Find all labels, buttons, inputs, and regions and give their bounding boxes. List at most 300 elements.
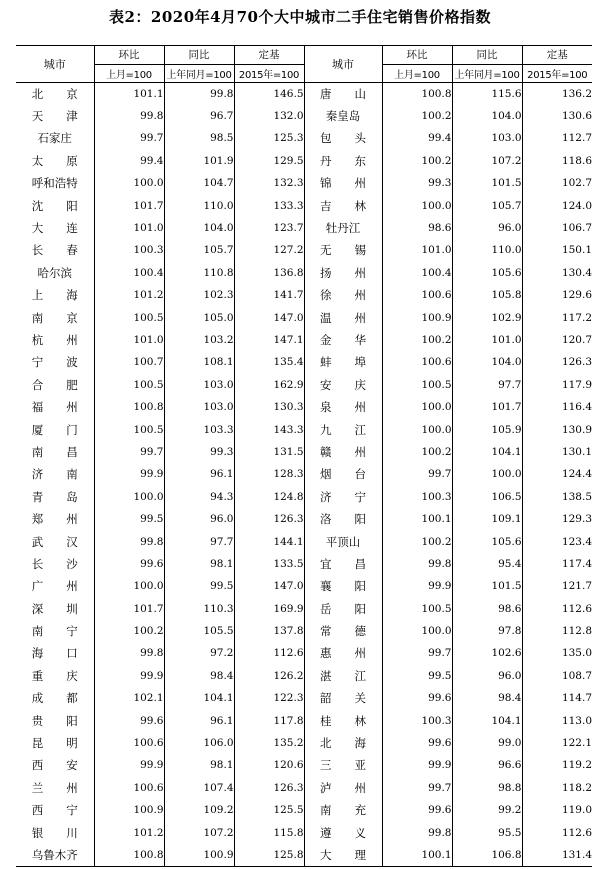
base-index-cell: 127.2	[234, 239, 304, 261]
base-index-cell: 144.1	[234, 530, 304, 552]
city-name-cell: 太 原	[31, 153, 78, 168]
yoy-index-cell: 97.2	[164, 642, 234, 664]
mom-index-cell: 101.2	[94, 284, 164, 306]
base-index-cell: 132.0	[234, 105, 304, 127]
mom-index-cell: 100.8	[382, 83, 452, 105]
city-name-cell: 北 京	[31, 86, 78, 101]
header-yoy-sub-right: 上年同月=100	[452, 64, 522, 83]
table-row	[16, 687, 592, 709]
city-name-cell: 福 州	[31, 400, 78, 415]
mom-index-cell: 100.4	[382, 262, 452, 284]
base-index-cell: 133.5	[234, 553, 304, 575]
yoy-index-cell: 98.8	[452, 777, 522, 799]
table-row	[16, 172, 592, 194]
mom-index-cell: 99.7	[382, 463, 452, 485]
yoy-index-cell: 103.0	[164, 374, 234, 396]
city-name-cell: 温 州	[304, 306, 382, 328]
mom-index-cell: 101.7	[94, 597, 164, 619]
base-index-cell: 136.8	[234, 262, 304, 284]
table-row	[16, 463, 592, 485]
base-index-cell: 126.3	[234, 777, 304, 799]
mom-index-cell: 99.6	[94, 709, 164, 731]
base-index-cell: 120.6	[234, 754, 304, 776]
city-name-cell: 南 充	[304, 799, 382, 821]
city-name-cell: 武 汉	[31, 534, 78, 549]
mom-index-cell: 99.7	[94, 441, 164, 463]
table-row	[16, 127, 592, 149]
yoy-index-cell: 107.4	[164, 777, 234, 799]
table-row	[16, 194, 592, 216]
yoy-index-cell: 101.5	[452, 172, 522, 194]
city-name-cell: 常 德	[304, 620, 382, 642]
yoy-index-cell: 94.3	[164, 486, 234, 508]
table-row	[16, 553, 592, 575]
mom-index-cell: 100.0	[94, 575, 164, 597]
mom-index-cell: 99.9	[94, 463, 164, 485]
mom-index-cell: 102.1	[94, 687, 164, 709]
mom-index-cell: 100.0	[382, 396, 452, 418]
table-row	[16, 284, 592, 306]
city-name-cell: 呼和浩特	[31, 176, 78, 191]
city-name-cell: 徐 州	[304, 284, 382, 306]
mom-index-cell: 100.0	[382, 194, 452, 216]
city-name-cell: 北 海	[304, 732, 382, 754]
table-row	[16, 709, 592, 731]
yoy-index-cell: 109.2	[164, 799, 234, 821]
yoy-index-cell: 108.1	[164, 351, 234, 373]
header-base-sub-right: 2015年=100	[522, 64, 592, 83]
city-name-cell: 泉 州	[304, 396, 382, 418]
mom-index-cell: 100.5	[382, 374, 452, 396]
table-row	[16, 799, 592, 821]
city-name-cell: 宜 昌	[304, 553, 382, 575]
yoy-index-cell: 107.2	[164, 821, 234, 843]
mom-index-cell: 99.6	[382, 687, 452, 709]
mom-index-cell: 100.8	[94, 844, 164, 866]
yoy-index-cell: 101.0	[452, 329, 522, 351]
city-name-cell: 桂 林	[304, 709, 382, 731]
yoy-index-cell: 96.6	[452, 754, 522, 776]
yoy-index-cell: 99.8	[164, 83, 234, 105]
city-name-cell: 乌鲁木齐	[16, 844, 94, 866]
yoy-index-cell: 101.9	[164, 150, 234, 172]
yoy-index-cell: 103.0	[452, 127, 522, 149]
city-name-cell: 韶 关	[304, 687, 382, 709]
table-row	[16, 351, 592, 373]
city-name-cell: 惠 州	[304, 642, 382, 664]
base-index-cell: 135.2	[234, 732, 304, 754]
base-index-cell: 128.3	[234, 463, 304, 485]
base-index-cell: 132.3	[234, 172, 304, 194]
yoy-index-cell: 106.0	[164, 732, 234, 754]
yoy-index-cell: 105.0	[164, 306, 234, 328]
mom-index-cell: 99.6	[94, 553, 164, 575]
city-name-cell: 长 春	[31, 243, 78, 258]
header-yoy-right: 同比	[452, 46, 522, 65]
table-row	[16, 821, 592, 843]
mom-index-cell: 99.4	[94, 150, 164, 172]
base-index-cell: 115.8	[234, 821, 304, 843]
yoy-index-cell: 99.3	[164, 441, 234, 463]
header-base-left: 定基	[234, 46, 304, 65]
base-index-cell: 119.2	[522, 754, 592, 776]
mom-index-cell: 101.0	[382, 239, 452, 261]
base-index-cell: 114.7	[522, 687, 592, 709]
header-mom-sub-left: 上月=100	[94, 64, 164, 83]
yoy-index-cell: 96.1	[164, 709, 234, 731]
city-name-cell: 南 京	[31, 310, 78, 325]
mom-index-cell: 100.3	[382, 486, 452, 508]
yoy-index-cell: 95.4	[452, 553, 522, 575]
mom-index-cell: 100.5	[94, 418, 164, 440]
table-row	[16, 83, 592, 105]
base-index-cell: 130.1	[522, 441, 592, 463]
city-name-cell: 洛 阳	[304, 508, 382, 530]
base-index-cell: 122.1	[522, 732, 592, 754]
table-row	[16, 530, 592, 552]
yoy-index-cell: 104.0	[452, 105, 522, 127]
yoy-index-cell: 103.2	[164, 329, 234, 351]
mom-index-cell: 100.0	[94, 486, 164, 508]
mom-index-cell: 100.8	[94, 396, 164, 418]
city-name-cell: 合 肥	[31, 377, 78, 392]
yoy-index-cell: 105.7	[452, 194, 522, 216]
table-row	[16, 620, 592, 642]
yoy-index-cell: 104.7	[164, 172, 234, 194]
mom-index-cell: 100.0	[94, 172, 164, 194]
yoy-index-cell: 105.6	[452, 530, 522, 552]
base-index-cell: 130.3	[234, 396, 304, 418]
mom-index-cell: 98.6	[382, 217, 452, 239]
mom-index-cell: 100.4	[94, 262, 164, 284]
city-name-cell: 西 宁	[31, 803, 78, 818]
base-index-cell: 146.5	[234, 83, 304, 105]
city-name-cell: 西 安	[31, 758, 78, 773]
base-index-cell: 138.5	[522, 486, 592, 508]
base-index-cell: 117.9	[522, 374, 592, 396]
table-row	[16, 306, 592, 328]
city-name-cell: 成 都	[31, 691, 78, 706]
base-index-cell: 131.5	[234, 441, 304, 463]
header-city-right: 城市	[304, 46, 382, 83]
table-row	[16, 597, 592, 619]
base-index-cell: 112.8	[522, 620, 592, 642]
city-name-cell: 厦 门	[31, 422, 78, 437]
base-index-cell: 136.2	[522, 83, 592, 105]
table-row	[16, 418, 592, 440]
base-index-cell: 112.6	[234, 642, 304, 664]
city-name-cell: 大 连	[31, 221, 78, 236]
base-index-cell: 131.4	[522, 844, 592, 866]
city-name-cell: 唐 山	[304, 83, 382, 105]
yoy-index-cell: 96.0	[452, 217, 522, 239]
yoy-index-cell: 106.5	[452, 486, 522, 508]
base-index-cell: 125.5	[234, 799, 304, 821]
table-row	[16, 844, 592, 866]
yoy-index-cell: 103.3	[164, 418, 234, 440]
base-index-cell: 135.4	[234, 351, 304, 373]
yoy-index-cell: 99.2	[452, 799, 522, 821]
base-index-cell: 124.4	[522, 463, 592, 485]
mom-index-cell: 100.9	[382, 306, 452, 328]
yoy-index-cell: 101.7	[452, 396, 522, 418]
base-index-cell: 147.0	[234, 306, 304, 328]
city-name-cell: 天 津	[31, 109, 78, 124]
base-index-cell: 117.2	[522, 306, 592, 328]
price-index-table	[16, 45, 592, 867]
base-index-cell: 123.7	[234, 217, 304, 239]
yoy-index-cell: 104.1	[452, 441, 522, 463]
yoy-index-cell: 99.0	[452, 732, 522, 754]
mom-index-cell: 99.9	[94, 665, 164, 687]
yoy-index-cell: 104.1	[164, 687, 234, 709]
yoy-index-cell: 105.5	[164, 620, 234, 642]
mom-index-cell: 99.9	[94, 754, 164, 776]
city-name-cell: 大 理	[304, 844, 382, 866]
city-name-cell: 烟 台	[304, 463, 382, 485]
base-index-cell: 133.3	[234, 194, 304, 216]
base-index-cell: 147.0	[234, 575, 304, 597]
header-base-sub-left: 2015年=100	[234, 64, 304, 83]
base-index-cell: 106.7	[522, 217, 592, 239]
base-index-cell: 147.1	[234, 329, 304, 351]
mom-index-cell: 100.0	[382, 620, 452, 642]
table-row	[16, 486, 592, 508]
mom-index-cell: 99.8	[94, 530, 164, 552]
yoy-index-cell: 96.0	[164, 508, 234, 530]
city-name-cell: 无 锡	[304, 239, 382, 261]
mom-index-cell: 100.5	[94, 306, 164, 328]
yoy-index-cell: 110.3	[164, 597, 234, 619]
mom-index-cell: 99.7	[94, 127, 164, 149]
city-name-cell: 长 沙	[31, 556, 78, 571]
mom-index-cell: 101.0	[94, 217, 164, 239]
mom-index-cell: 100.6	[382, 351, 452, 373]
base-index-cell: 124.0	[522, 194, 592, 216]
base-index-cell: 112.6	[522, 597, 592, 619]
city-name-cell: 三 亚	[304, 754, 382, 776]
yoy-index-cell: 110.0	[164, 194, 234, 216]
base-index-cell: 126.3	[234, 508, 304, 530]
mom-index-cell: 99.7	[382, 777, 452, 799]
city-name-cell: 遵 义	[304, 821, 382, 843]
yoy-index-cell: 98.4	[452, 687, 522, 709]
yoy-index-cell: 96.1	[164, 463, 234, 485]
yoy-index-cell: 97.7	[452, 374, 522, 396]
yoy-index-cell: 102.3	[164, 284, 234, 306]
table-row	[16, 329, 592, 351]
city-name-cell: 吉 林	[304, 194, 382, 216]
yoy-index-cell: 100.0	[452, 463, 522, 485]
city-name-cell: 石家庄	[37, 131, 72, 146]
city-name-cell: 南 宁	[31, 624, 78, 639]
header-yoy-sub-left: 上年同月=100	[164, 64, 234, 83]
table-row	[16, 777, 592, 799]
yoy-index-cell: 104.0	[452, 351, 522, 373]
yoy-index-cell: 97.7	[164, 530, 234, 552]
table-row	[16, 262, 592, 284]
base-index-cell: 125.8	[234, 844, 304, 866]
mom-index-cell: 99.3	[382, 172, 452, 194]
city-name-cell: 沈 阳	[31, 198, 78, 213]
city-name-cell: 深 圳	[31, 601, 78, 616]
city-name-cell: 青 岛	[31, 489, 78, 504]
city-name-cell: 济 南	[31, 467, 78, 482]
mom-index-cell: 99.8	[382, 821, 452, 843]
base-index-cell: 130.9	[522, 418, 592, 440]
mom-index-cell: 100.2	[382, 530, 452, 552]
yoy-index-cell: 99.5	[164, 575, 234, 597]
base-index-cell: 125.3	[234, 127, 304, 149]
mom-index-cell: 101.7	[94, 194, 164, 216]
yoy-index-cell: 98.4	[164, 665, 234, 687]
base-index-cell: 129.3	[522, 508, 592, 530]
city-name-cell: 银 川	[31, 825, 78, 840]
base-index-cell: 102.7	[522, 172, 592, 194]
yoy-index-cell: 98.6	[452, 597, 522, 619]
mom-index-cell: 100.2	[382, 105, 452, 127]
base-index-cell: 124.8	[234, 486, 304, 508]
base-index-cell: 123.4	[522, 530, 592, 552]
city-name-cell: 济 宁	[304, 486, 382, 508]
mom-index-cell: 99.6	[382, 732, 452, 754]
city-name-cell: 广 州	[31, 579, 78, 594]
mom-index-cell: 101.1	[94, 83, 164, 105]
mom-index-cell: 100.0	[382, 418, 452, 440]
yoy-index-cell: 96.7	[164, 105, 234, 127]
header-mom-left: 环比	[94, 46, 164, 65]
yoy-index-cell: 100.9	[164, 844, 234, 866]
city-name-cell: 湛 江	[304, 665, 382, 687]
table-row	[16, 508, 592, 530]
yoy-index-cell: 95.5	[452, 821, 522, 843]
mom-index-cell: 99.7	[382, 642, 452, 664]
table-row	[16, 754, 592, 776]
yoy-index-cell: 107.2	[452, 150, 522, 172]
city-name-cell: 锦 州	[304, 172, 382, 194]
table-row	[16, 217, 592, 239]
city-name-cell: 泸 州	[304, 777, 382, 799]
base-index-cell: 143.3	[234, 418, 304, 440]
yoy-index-cell: 106.8	[452, 844, 522, 866]
yoy-index-cell: 102.6	[452, 642, 522, 664]
city-name-cell: 平顶山	[304, 530, 382, 552]
city-name-cell: 南 昌	[31, 444, 78, 459]
mom-index-cell: 99.8	[94, 642, 164, 664]
base-index-cell: 113.0	[522, 709, 592, 731]
base-index-cell: 121.7	[522, 575, 592, 597]
table-row	[16, 239, 592, 261]
base-index-cell: 150.1	[522, 239, 592, 261]
mom-index-cell: 100.2	[94, 620, 164, 642]
base-index-cell: 117.8	[234, 709, 304, 731]
base-index-cell: 122.3	[234, 687, 304, 709]
mom-index-cell: 100.5	[94, 374, 164, 396]
city-name-cell: 上 海	[31, 288, 78, 303]
header-mom-sub-right: 上月=100	[382, 64, 452, 83]
mom-index-cell: 100.3	[94, 239, 164, 261]
yoy-index-cell: 105.8	[452, 284, 522, 306]
yoy-index-cell: 109.1	[452, 508, 522, 530]
yoy-index-cell: 115.6	[452, 83, 522, 105]
table-row	[16, 732, 592, 754]
city-name-cell: 秦皇岛	[304, 105, 382, 127]
mom-index-cell: 100.5	[382, 597, 452, 619]
mom-index-cell: 99.4	[382, 127, 452, 149]
base-index-cell: 126.3	[522, 351, 592, 373]
mom-index-cell: 100.6	[382, 284, 452, 306]
table-row	[16, 150, 592, 172]
mom-index-cell: 99.5	[94, 508, 164, 530]
base-index-cell: 117.4	[522, 553, 592, 575]
base-index-cell: 118.6	[522, 150, 592, 172]
base-index-cell: 119.0	[522, 799, 592, 821]
city-name-cell: 兰 州	[31, 780, 78, 795]
base-index-cell: 116.4	[522, 396, 592, 418]
mom-index-cell: 99.9	[382, 575, 452, 597]
base-index-cell: 120.7	[522, 329, 592, 351]
city-name-cell: 昆 明	[31, 736, 78, 751]
table-row	[16, 665, 592, 687]
yoy-index-cell: 98.5	[164, 127, 234, 149]
yoy-index-cell: 104.0	[164, 217, 234, 239]
mom-index-cell: 101.0	[94, 329, 164, 351]
yoy-index-cell: 105.9	[452, 418, 522, 440]
base-index-cell: 141.7	[234, 284, 304, 306]
city-name-cell: 海 口	[31, 646, 78, 661]
city-name-cell: 岳 阳	[304, 597, 382, 619]
mom-index-cell: 100.7	[94, 351, 164, 373]
table-title: 表2：2020年4月70个大中城市二手住宅销售价格指数	[109, 8, 491, 26]
table-body	[16, 83, 592, 867]
yoy-index-cell: 97.8	[452, 620, 522, 642]
city-name-cell: 赣 州	[304, 441, 382, 463]
yoy-index-cell: 110.8	[164, 262, 234, 284]
city-name-cell: 杭 州	[31, 332, 78, 347]
city-name-cell: 安 庆	[304, 374, 382, 396]
header-city-left: 城市	[16, 46, 94, 83]
base-index-cell: 108.7	[522, 665, 592, 687]
yoy-index-cell: 102.9	[452, 306, 522, 328]
mom-index-cell: 99.6	[382, 799, 452, 821]
base-index-cell: 112.6	[522, 821, 592, 843]
city-name-cell: 襄 阳	[304, 575, 382, 597]
base-index-cell: 130.6	[522, 105, 592, 127]
mom-index-cell: 100.6	[94, 732, 164, 754]
yoy-index-cell: 98.1	[164, 553, 234, 575]
mom-index-cell: 100.1	[382, 508, 452, 530]
header-yoy-left: 同比	[164, 46, 234, 65]
mom-index-cell: 99.9	[382, 754, 452, 776]
mom-index-cell: 100.1	[382, 844, 452, 866]
yoy-index-cell: 110.0	[452, 239, 522, 261]
base-index-cell: 130.4	[522, 262, 592, 284]
mom-index-cell: 100.2	[382, 150, 452, 172]
mom-index-cell: 100.3	[382, 709, 452, 731]
city-name-cell: 丹 东	[304, 150, 382, 172]
city-name-cell: 宁 波	[31, 355, 78, 370]
mom-index-cell: 100.2	[382, 441, 452, 463]
base-index-cell: 129.5	[234, 150, 304, 172]
city-name-cell: 包 头	[304, 127, 382, 149]
city-name-cell: 贵 阳	[31, 713, 78, 728]
city-name-cell: 金 华	[304, 329, 382, 351]
city-name-cell: 郑 州	[31, 512, 78, 527]
mom-index-cell: 99.5	[382, 665, 452, 687]
city-name-cell: 蚌 埠	[304, 351, 382, 373]
yoy-index-cell: 96.0	[452, 665, 522, 687]
yoy-index-cell: 105.7	[164, 239, 234, 261]
